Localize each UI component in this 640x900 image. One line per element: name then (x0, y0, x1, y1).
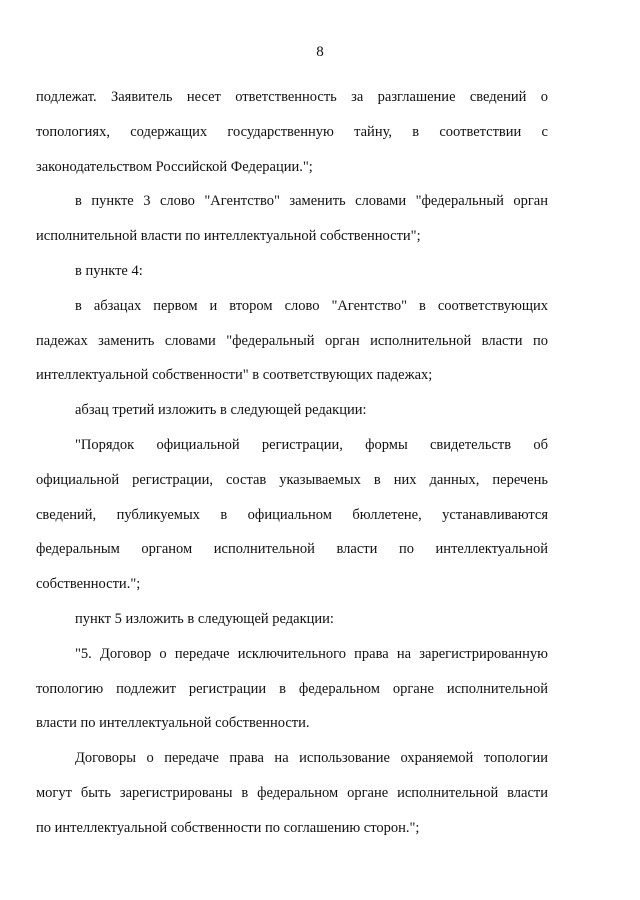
text-line: "5. Договор о передаче исключительного права на зарегистрированную (75, 645, 548, 662)
document-body (36, 80, 548, 846)
text-line: топологиях, содержащих государственную тайну, в соответствии с (36, 123, 548, 140)
text-line: федеральным органом исполнительной власти по интеллектуальной (36, 541, 548, 558)
text-line: по интеллектуальной собственности по соглашению сторон."; (36, 819, 420, 836)
text-line: интеллектуальной собственности" в соответствующих падежах; (36, 367, 433, 384)
text-line: в абзацах первом и втором слово "Агентство" в соответствующих (75, 297, 548, 314)
text-line: законодательством Российской Федерации."; (36, 158, 313, 175)
text-line: Договоры о передаче права на использование охраняемой топологии (75, 750, 548, 767)
text-line: "Порядок официальной регистрации, формы свидетельств об (75, 436, 548, 453)
text-line: подлежат. Заявитель несет ответственность за разглашение сведений о (36, 89, 548, 105)
text-line: пункт 5 изложить в следующей редакции: (75, 610, 334, 627)
page-number: 8 (316, 44, 324, 60)
text-line: сведений, публикуемых в официальном бюллетене, устанавливаются (36, 506, 548, 523)
text-line: официальной регистрации, состав указываемых в них данных, перечень (36, 471, 548, 488)
text-line: в пункте 3 слово "Агентство" заменить словами "федеральный орган (75, 193, 548, 210)
text-line: исполнительной власти по интеллектуальной собственности"; (36, 228, 421, 245)
text-line: собственности."; (36, 576, 141, 593)
text-line: падежах заменить словами "федеральный орган исполнительной власти по (36, 332, 548, 349)
text-line: в пункте 4: (75, 262, 143, 279)
text-line: могут быть зарегистрированы в федеральном органе исполнительной власти (36, 784, 548, 801)
text-line: абзац третий изложить в следующей редакции: (75, 402, 367, 419)
text-line: топологию подлежит регистрации в федеральном органе исполнительной (36, 680, 548, 697)
text-line: власти по интеллектуальной собственности. (36, 715, 310, 732)
